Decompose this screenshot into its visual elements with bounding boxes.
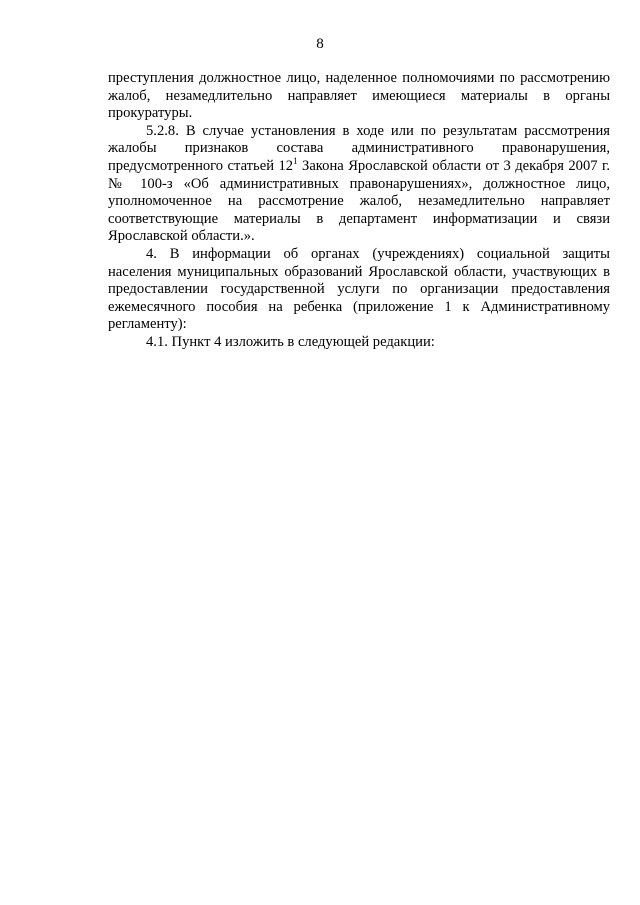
paragraph-5-2-8-text-start: 5.2.8. В случае установления в ходе или по результатам рассмотрения жалобы признаков состава административного правонарушения, предусмотренного статьей 12 [108, 122, 610, 174]
document-body [108, 70, 610, 352]
article-superscript: 1 [293, 156, 298, 167]
page-number: 8 [316, 36, 324, 52]
paragraph-4: 4. В информации об органах (учреждениях) социальной защиты населения муниципальных образований Ярославской области, участвующих в предоставлении государственной услуги по организации предоставления ежемесячного пособия на ребенка (приложение 1 к Административному регламенту): [108, 245, 610, 333]
paragraph-continuation: преступления должностное лицо, наделенное полномочиями по рассмотрению жалоб, незамедлительно направляет имеющиеся материалы в органы прокуратуры. [108, 70, 610, 122]
paragraph-4-1: 4.1. Пункт 4 изложить в следующей редакции: [146, 333, 435, 350]
paragraph-5-2-8-text-end: Закона Ярославской области от 3 декабря 2007 г. № 100-з «Об административных правонарушениях», должностное лицо, уполномоченное на рассмотрение жалоб, незамедлительно направляет соответствующие материалы в департамент информатизации и связи Ярославской области.». [108, 157, 610, 245]
paragraph-5-2-8 [108, 123, 610, 246]
